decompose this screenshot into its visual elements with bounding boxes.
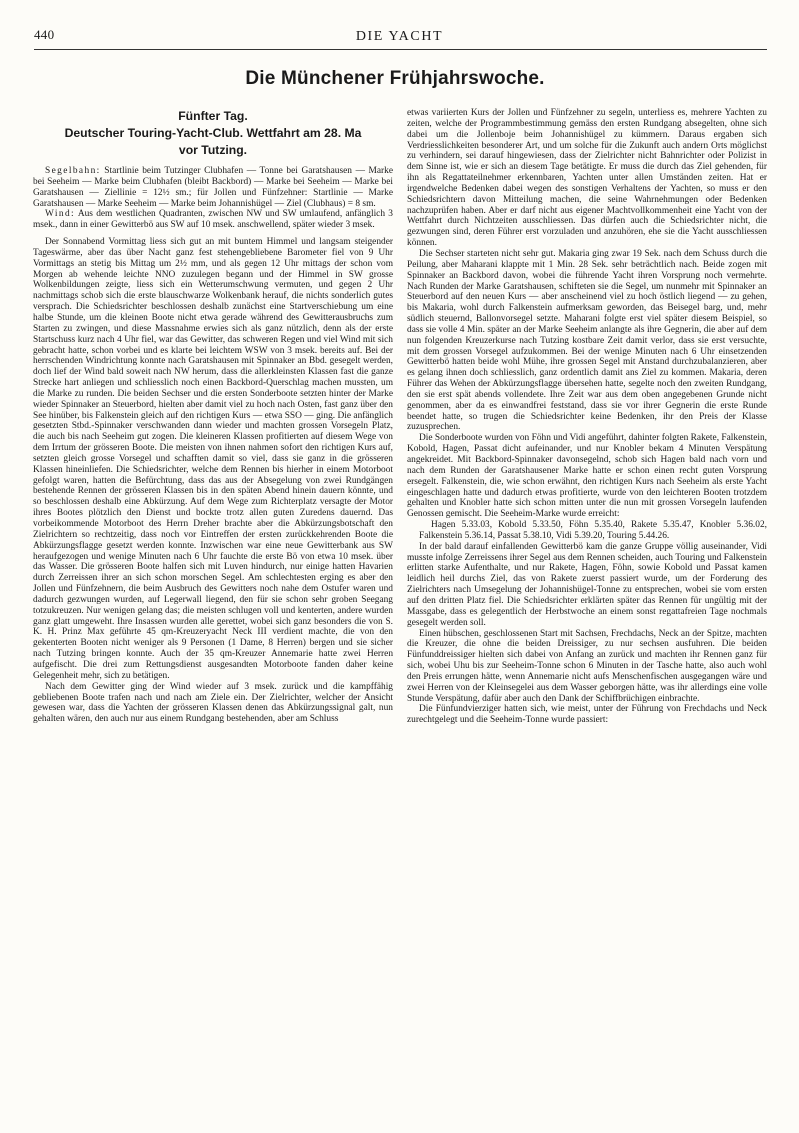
page-number: 440 bbox=[34, 27, 55, 42]
section-heading-place: vor Tutzing. bbox=[178, 143, 248, 157]
course-text: Startlinie beim Tutzinger Clubhafen — Tonne bei Garatshausen — Marke bei Seeheim — Marke beim Clubhafen (bleibt Backbord) — Marke bei Seeheim — Marke bei Garatshausen — Ziellinie = 12½ sm.; für Jollen und Fünfzehner: Startlinie — Marke Garatshausen — Marke Seeheim — Marke beim Johannishügel — Ziel (Clubhaus) = 8 sm. bbox=[33, 166, 393, 209]
right-column bbox=[407, 108, 767, 726]
body-paragraph: Der Sonnabend Vormittag liess sich gut an mit buntem Himmel und langsam steigender Tageswärme, aber das über Nacht ganz fest stehengebliebene Barometer fiel von 9 Uhr Vormittags an stetig bis Mittag um 2½ mm, und als gegen 12 Uhr mittags der schon vom Morgen ab wehende leichte NNO zuzulegen begann und der Himmel in SW grosse Wolkenbildungen zeigte, liess sich ein Wetterumschwung vermuten, und gegen 2 Uhr nachmittags schob sich die erste blauschwarze Wolkenbank herauf, die nichts sonderlich gutes versprach. Die Schiedsrichter beschlossen deshalb zunächst eine Startverschiebung um eine halbe Stunde, um die kleinen Boote nicht etwa gerade während des Gewitterausbruchs zum Starten zu zwingen, und diese Massnahme erwies sich als ganz nützlich, denn als der erste Startschuss kurz nach 4 Uhr fiel, war das Gewitter, das schweren Regen und viel Wind mit sich gebracht hatte, schon vorbei und es klarte bei leichtem WSW von 3 msek. bereits auf. Bei der herrschenden Windrichtung konnte nach Garatshausen mit Spinnaker an Bbd. gesegelt werden, doch lief der Wind bald soweit nach NW herum, dass die allerkleinsten Klassen fast die ganze Strecke hart anliegen und schliesslich noch einen Backbord-Querschlag machen mussten, um die Marke zu runden. Die beiden Sechser und die ersten Sonderboote setzten hinter der Marke wieder Spinnaker an Steuerbord, hielten aber damit viel zu hoch nach Osten, fast ganz über den See hinüber, bis Falkenstein gleich auf den richtigen Kurs — etwa SSO — ging. Die anfänglich gesetzten Stbd.-Spinnaker verschwanden dann wieder und machten grossen Vorsegeln Platz, die auch bis nach Seeheim gut zogen. Die kleineren Klassen profitierten auf diesem Wege von dem Irrtum der grösseren Boote. Die meisten von ihnen nahmen sofort den richtigen Kurs auf, setzten gleich grosse Vorsegel und schafften damit so viel, dass sie ganz in die grösseren Klassen hineinliefen. Die Schiedsrichter, welche dem Rennen bis hierher in einem Motorboot gefolgt waren, hatten die Befürchtung, dass das aus der Absegelung von zwei Rundgängen bestehende Rennen der grösseren Klassen bis in den späten Abend hinein dauern könnte, und so beschlossen deshalb eine Abkürzung. Auf dem Wege zum Richterplatz versagte der Motor ihres Bootes plötzlich den Dienst und bockte trotz allen guten Zuredens dauernd. Das vorbeikommende Motorboot des Herrn Dreher brachte aber die Abkürzungsbotschaft den Zielrichtern so rechtzeitig, dass noch vor Eintreffen der ersten zurückkehrenden Boote die Abkürzungsflagge gesetzt werden konnte. Inzwischen war eine neue Gewitterbank aus SW heraufgezogen und wenige Minuten nach 6 Uhr fauchte die erste Bö von etwa 10 msek. über das Wasser. Die grösseren Boote halfen sich mit Luven hindurch, nur einige hatten Havarien durch Zerreissen ihrer an sich schon morschen Segel. Am schlechtesten erging es aber den Jollen und Fünfzehnern, die beim Ausbruch des Gewitters noch nahe dem Ostufer waren und dadurch gezwungen wurden, auf Legerwall liegend, den für sie schon sehr groben Seegang totzukreuzen. Nur wenigen gelang das; die meisten schlugen voll und kenterten, andere wurden ganz glatt umgeweht. Ihre Insassen wurden alle gerettet, wobei sich ganz besonders die von S. K. H. Prinz Max geführte 45 qm-Kreuzeryacht Neck III verdient machte, die von den gekenterten Booten nicht weniger als 9 Personen (1 Dame, 8 Herren) bergen und sie sicher nach Tutzing bringen konnte. Auch der 35 qm-Kreuzer Annemarie hatte zwei Herren aufgefischt. Die drei zum Rettungsdienst ausgesandten Motorboote fanden daher keine Gelegenheit mehr, sich zu betätigen. bbox=[33, 237, 393, 681]
wind-text: Aus dem westlichen Quadranten, zwischen NW und SW umlaufend, anfänglich 3 msek., dann in einer Gewitterbö aus SW auf 10 msek. anschwellend, später wieder 3 msek. bbox=[33, 209, 393, 231]
section-heading bbox=[33, 108, 393, 159]
wind-label: Wind: bbox=[45, 209, 76, 220]
body-paragraph: Nach dem Gewitter ging der Wind wieder auf 3 msek. zurück und die kampffähig gebliebenen Boote trafen nach und nach am Ziele ein. Der Zielrichter, welcher der Ansicht gewesen war, dass die Yachten der grösseren Klassen denen das Abkürzungssignal galt, nun gehalten wären, den auch nur aus einem Rundgang bestehenden, aber am Schluss bbox=[33, 681, 393, 725]
header-rule bbox=[34, 49, 767, 50]
section-heading-day: Fünfter Tag. bbox=[178, 109, 248, 123]
results-line: Hagen 5.33.03, Kobold 5.33.50, Föhn 5.35.40, Rakete 5.35.47, Knobler 5.36.02, Falkenstein 5.36.14, Passat 5.38.10, Vidi 5.39.20, Touring 5.44.26. bbox=[419, 520, 767, 541]
body-paragraph: Einen hübschen, geschlossenen Start mit Sachsen, Frechdachs, Neck an der Spitze, machten die Kreuzer, die ohne die beiden Dreissiger, zu nur sechsen ausfuhren. Die beiden Fünfunddreissiger hielten sich dabei von Anfang an zurück und machten ihr Rennen ganz für sich, wobei Uhu bis zur Seeheim-Tonne schon 6 Minuten in der Tasche hatte, also auch wohl den Preis errungen hätte, wenn Annemarie nicht aufs Menschenfischen ausgegangen wäre und zwei Herren von der Kleinsegelei aus dem Wasser geborgen hätte, was ihr allerdings eine volle Stunde Verspätung, dafür aber auch den Dank der Schiffbrüchigen einbrachte. bbox=[407, 628, 767, 704]
body-paragraph: Die Sonderboote wurden von Föhn und Vidi angeführt, dahinter folgten Rakete, Falkenstein, Kobold, Hagen, Passat dicht aufeinander, und nur Knobler bekam 4 Minuten Verspätung angekreidet. Mit Backbord-Spinnaker davonsegelnd, schob sich Hagen bald nach vorn und nach dem Runden der Garatshausener Marke hatte er schon einen recht guten Vorsprung ersegelt. Falkenstein, die, wie schon erwähnt, den richtigen Kurs nach Seeheim als erste Yacht eingeschlagen hatte und dadurch etwas profitierte, wurde von den leichteren Booten trotzdem gehalten und Knobler hatte sich schon mitten unter die nun mit grossen Vorsegeln laufenden Genossen gemischt. Die Seeheim-Marke wurde erreicht: bbox=[407, 433, 767, 520]
body-paragraph: Die Fünfundvierziger hatten sich, wie meist, unter der Führung von Frechdachs und Neck zurechtgelegt und die Seeheim-Tonne wurde passiert: bbox=[407, 704, 767, 726]
body-paragraph: Die Sechser starteten nicht sehr gut. Makaria ging zwar 19 Sek. nach dem Schuss durch die Peilung, aber Maharani klappte mit 1 Min. 28 Sek. sehr beträchtlich nach. Beide zogen mit Spinnaker an Backbord davon, wobei die führende Yacht ihren Vorsprung noch vermehrte. Nach Runden der Marke Garatshausen, schifteten sie die Segel, um nunmehr mit Spinnaker an Steuerbord auf den neuen Kurs — aber anscheinend viel zu hoch östlich liegend — zu gehen, bis Makaria, wohl durch Falkenstein aufmerksam geworden, das Beisegel barg, und, mehr südlich steuernd, Ballonvorsegel setzte. Maharani folgte erst viel später diesem Beispiel, so dass sie volle 4 Min. später an der Marke Seeheim anlangte als ihre Gegnerin, die aber auf dem nun folgenden Kreuzerkurse nach Tutzing kostbare Zeit damit verlor, dass sie erst versuchte, mit dem grossen Vorsegel aufzukommen. Bei der wenige Minuten nach 6 Uhr einsetzenden Gewitterbö hatten beide wohl Mühe, ihre grossen Segel mit Anstand durchzubalanzieren, aber es gelang ihnen doch schliesslich, ganz ordentlich damit ans Ziel zu kommen. Makaria, deren Führer das Wehen der Abkürzungsflagge übersehen hatte, segelte noch den zweiten Rundgang, den sie erst spät abends vollendete. Ihre Zeit war aus dem oben angegebenen Grunde nicht genommen, aber da es einwandfrei feststand, dass sie vor ihrer Gegnerin die erste Runde beendet hatte, so trugen die Schiedsrichter keine Bedenken, ihr den Preis der Klasse zuzusprechen. bbox=[407, 248, 767, 433]
body-paragraph: etwas variierten Kurs der Jollen und Fünfzehner zu segeln, unterliess es, mehrere Yachten zu zeiten, welche der Programmbestimmung gemäss den ersten Rundgang absegelten, ohne sich dabei um die Jollenboje beim Johannishügel zu kümmern. Daraus ergaben sich Verdriesslichkeiten besonderer Art, und um solche für die Zukunft auch andern Orts möglichst zu verhindern, sei darauf hingewiesen, dass der Zielrichter nicht Bahnrichter oder Polizist in dem Sinne ist, wie er sich an diesem Tage betätigte. Er muss die durch das Ziel gehenden, für ihn als Regattateilnehmer erkennbaren, Yachten unter allen Umständen zeiten. Hat er irgendwelche Bedenken dabei wegen des sonstigen Verhaltens der Yachten, so muss er den Schiedsrichtern davon Mitteilung machen, die seine Wahrnehmungen oder Bedenken nachzuprüfen haben. Aber er darf nicht aus eigener Machtvollkommenheit eine Yacht von der Wettfahrt durch Nichtzeiten ausschliessen. Das dürfen auch die Schiedsrichter nicht, die gezwungen sind, deren Führer erst vorzuladen und anzuhören, ehe sie die Yacht ausschliessen können. bbox=[407, 108, 767, 249]
left-column bbox=[33, 108, 393, 725]
article-title: Die Münchener Frühjahrswoche. bbox=[245, 68, 545, 89]
body-paragraph: In der bald darauf einfallenden Gewitterbö kam die ganze Gruppe völlig auseinander, Vidi musste infolge Zerreissens ihrer Segel aus dem Rennen scheiden, auch Touring und Falkenstein erlitten starke Aufenthalte, und nur Rakete, Hagen, Föhn, sowie Kobold und Passat kamen leidlich heil durchs Ziel, das von Rakete zuerst passiert wurde, um der Forderung des Zielrichters nach Umsegelung der Johannishügel-Tonne zu entsprechen, wobei sie vom ersten auf den dritten Platz fiel. Die Schiedsrichter erklärten später das Rennen für ungültig mit der Massgabe, dass es gelegentlich der Herbstwoche an einem sonst regattafreien Tage nochmals gesegelt werden soll. bbox=[407, 541, 767, 628]
course-label: Segelbahn: bbox=[45, 166, 101, 176]
running-title: DIE YACHT bbox=[355, 29, 444, 44]
section-heading-club: Deutscher Touring-Yacht-Club. Wettfahrt am 28. Ma bbox=[64, 126, 362, 140]
wind-paragraph bbox=[33, 209, 393, 231]
course-paragraph bbox=[33, 166, 393, 209]
